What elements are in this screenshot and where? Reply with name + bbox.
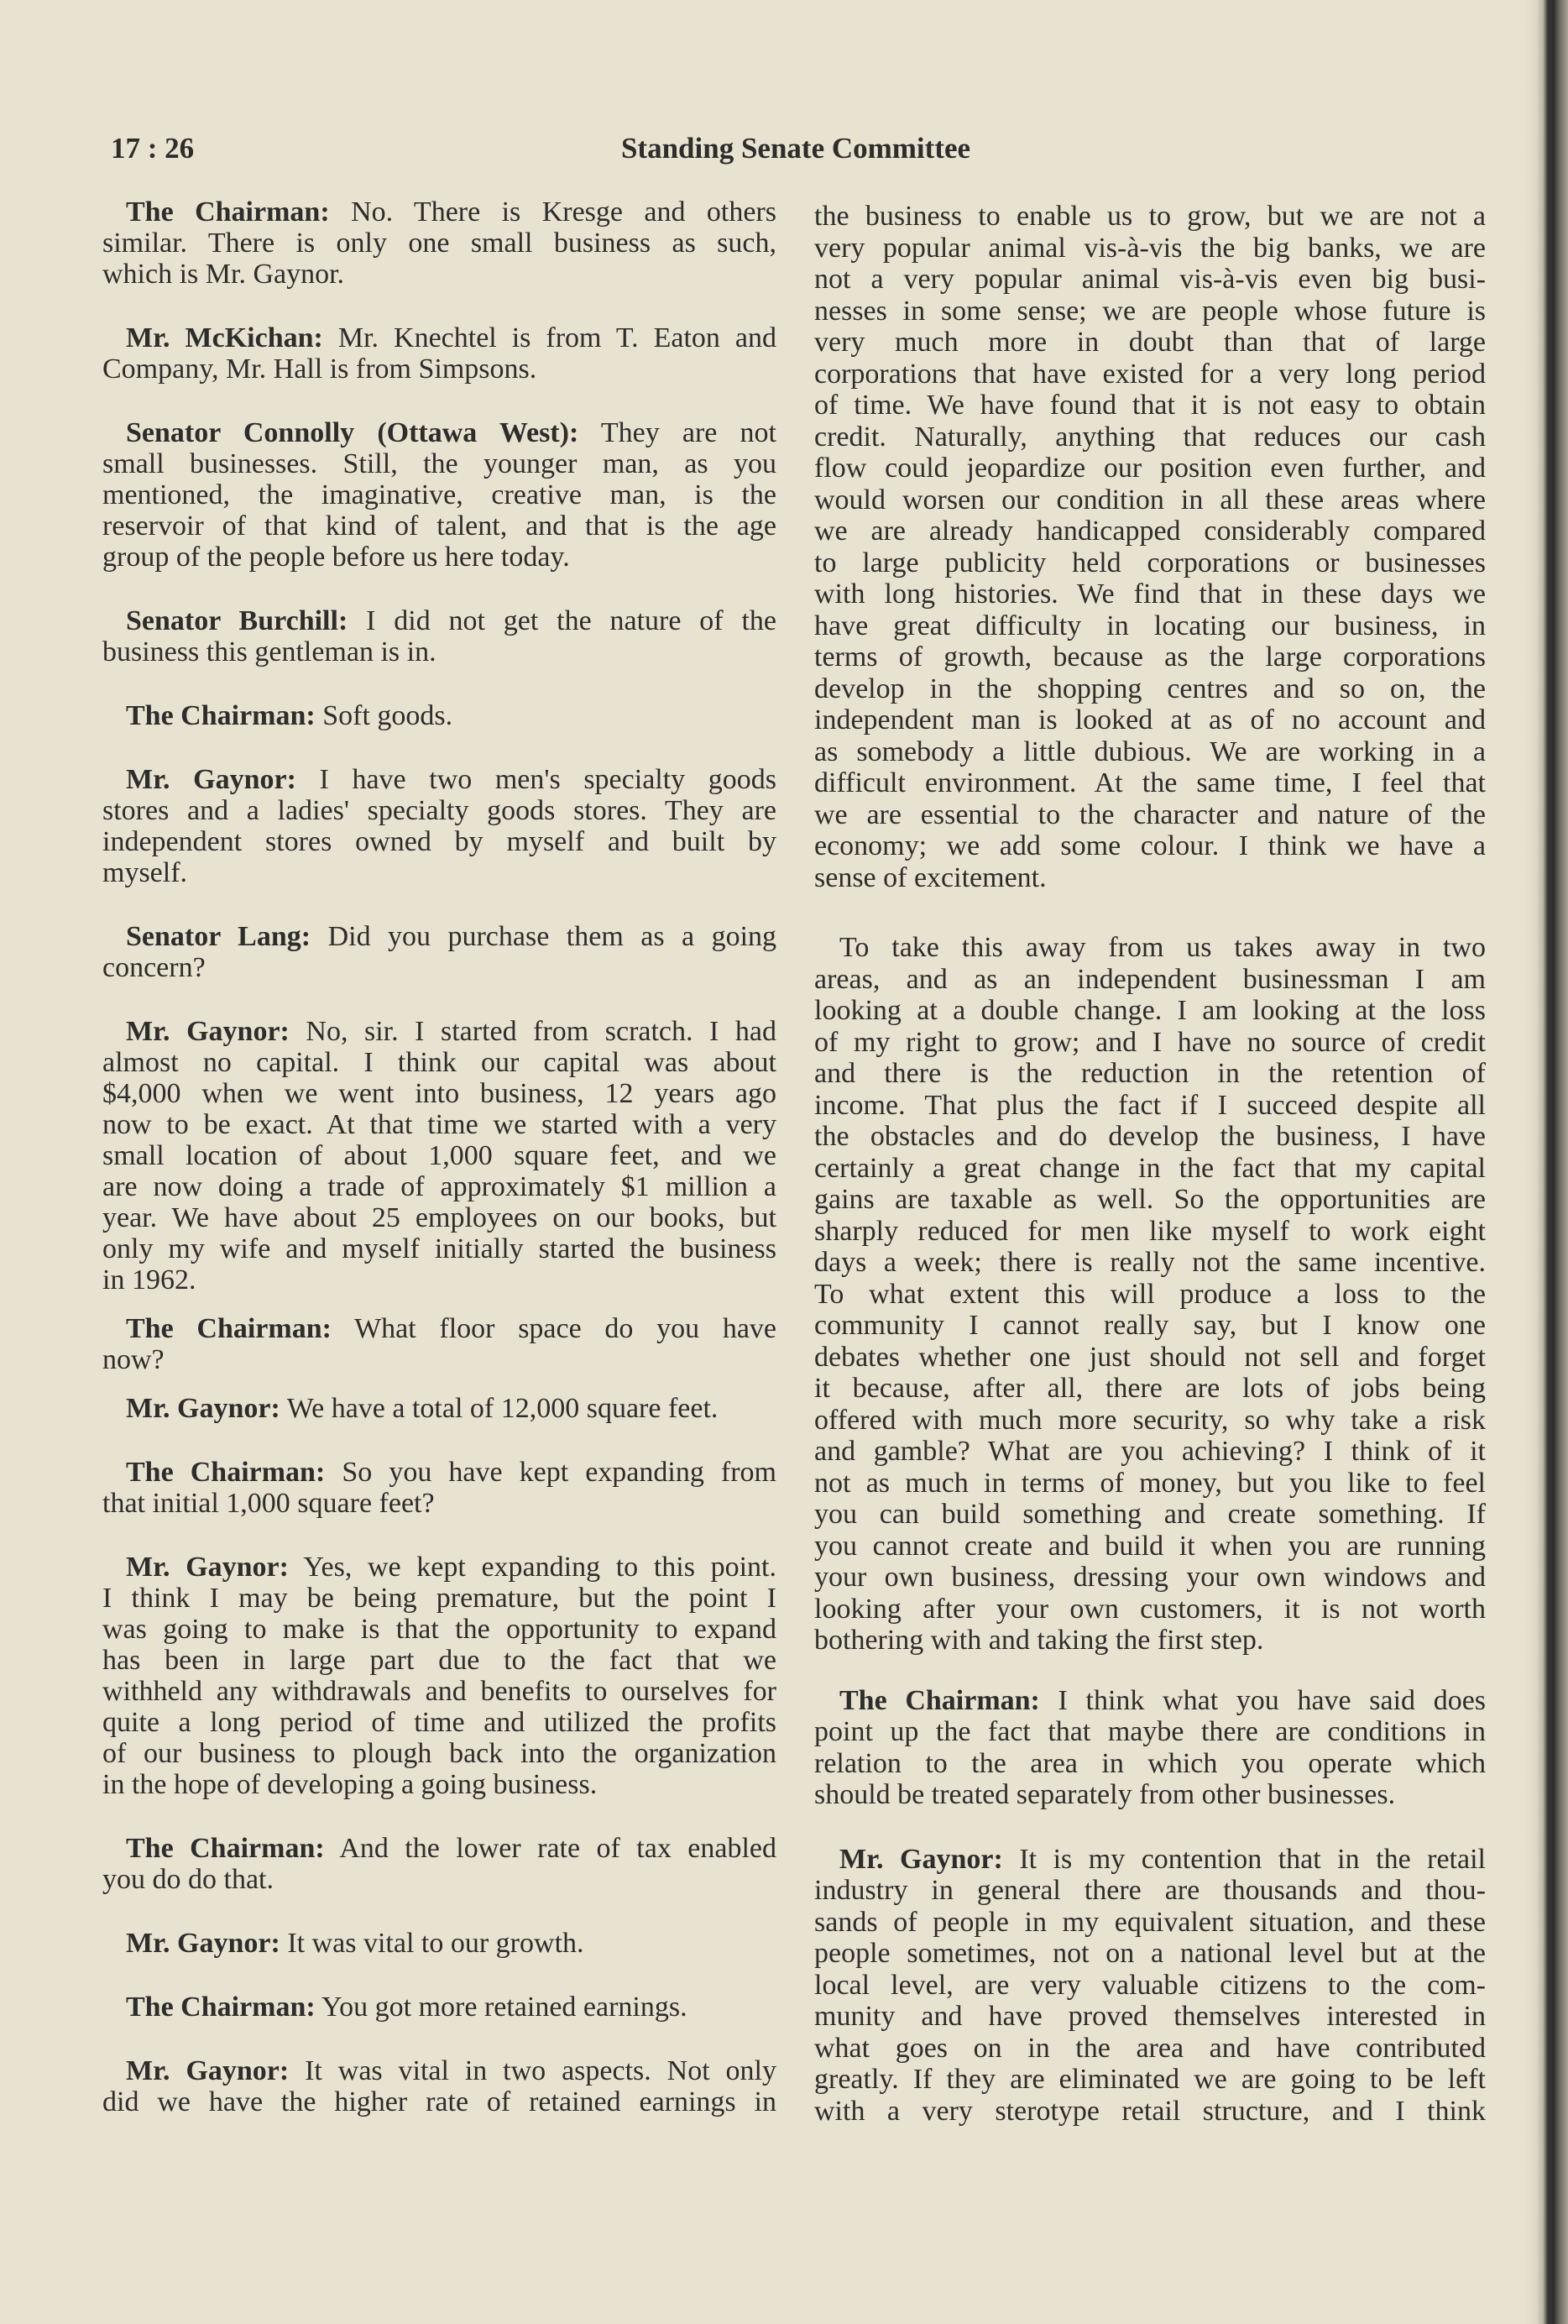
line-text: in 1962.	[102, 1264, 196, 1295]
line-text: So you have kept expanding from	[342, 1457, 776, 1488]
line-text: should be treated separately from other businesses.	[814, 1779, 1396, 1810]
line-text: was going to make is that the opportunity to expand	[102, 1614, 776, 1645]
line-text: year. We have about 25 employees on our books, but	[102, 1202, 776, 1233]
text-line	[814, 673, 1486, 705]
line-text: similar. There is only one small business as such,	[102, 228, 776, 259]
speaker-name: Senator Connolly (Ottawa West):	[126, 417, 579, 448]
line-text: I did not get the nature of the	[366, 605, 776, 636]
text-line	[814, 296, 1486, 327]
line-text: of our business to plough back into the organization	[102, 1738, 776, 1769]
text-line	[102, 1864, 776, 1895]
text-line	[814, 964, 1486, 996]
text-line	[814, 1716, 1486, 1748]
text-line	[814, 641, 1486, 673]
line-text: local level, are very valuable citizens to the com-	[814, 1969, 1486, 2001]
line-text: Mr. Knechtel is from T. Eaton and	[337, 322, 776, 353]
text-line	[814, 1436, 1486, 1468]
line-text: reservoir of that kind of talent, and that is the age	[102, 510, 776, 542]
speaker-name: Mr. Gaynor:	[839, 1843, 1003, 1875]
line-text: myself.	[102, 857, 188, 888]
line-text: And the lower rate of tax enabled	[339, 1833, 776, 1864]
page-title: Standing Senate Committee	[620, 132, 971, 165]
speaker-paragraph	[102, 1928, 776, 1959]
text-line	[814, 547, 1486, 579]
text-line	[102, 1344, 776, 1375]
text-line	[814, 484, 1486, 516]
text-line	[814, 736, 1486, 768]
text-line	[814, 1844, 1486, 1876]
text-line	[814, 799, 1486, 831]
text-line	[102, 857, 776, 888]
text-line	[814, 1907, 1486, 1939]
text-line	[814, 1373, 1486, 1405]
text-line	[814, 1216, 1486, 1248]
text-line	[102, 1992, 776, 2023]
line-text: greatly. If they are eliminated we are going to be left	[814, 2064, 1486, 2095]
line-text: you do do that.	[102, 1864, 274, 1895]
text-line	[814, 1625, 1486, 1657]
text-line	[814, 1247, 1486, 1279]
line-text: we are already handicapped considerably compared	[814, 516, 1486, 547]
text-line	[102, 448, 776, 479]
speaker-paragraph	[102, 700, 776, 731]
speaker-name: Mr. Gaynor:	[126, 1552, 289, 1583]
page-edge-shadow	[1523, 0, 1568, 2324]
text-line	[814, 2001, 1486, 2033]
text-paragraph	[814, 201, 1486, 893]
speaker-paragraph	[102, 1313, 776, 1375]
line-text: sharply reduced for men like myself to work eight	[814, 1215, 1486, 1247]
line-text: munity and have proved themselves interested in	[814, 2001, 1486, 2032]
text-line	[102, 1313, 776, 1344]
line-text: looking after your own customers, it is not worth	[814, 1593, 1486, 1625]
text-line	[814, 2033, 1486, 2065]
speaker-paragraph	[102, 322, 776, 385]
line-text: To what extent this will produce a loss to the	[814, 1278, 1486, 1310]
line-text: Soft goods.	[322, 700, 453, 731]
text-line	[102, 1645, 776, 1676]
text-line	[814, 1970, 1486, 2002]
text-line	[814, 1468, 1486, 1500]
line-text: $4,000 when we went into business, 12 years ago	[102, 1078, 776, 1109]
left-column	[102, 196, 776, 2117]
line-text: as somebody a little dubious. We are working in a	[814, 735, 1486, 767]
line-text: with a very sterotype retail structure, and I think	[814, 2095, 1486, 2127]
line-text: sense of excitement.	[814, 861, 1047, 893]
line-text: I think what you have said does	[1058, 1684, 1487, 1716]
speaker-name: The Chairman:	[126, 1833, 325, 1864]
speaker-name: Mr. Gaynor:	[126, 1016, 290, 1047]
speaker-paragraph	[102, 196, 776, 290]
line-text: would worsen our condition in all these areas where	[814, 484, 1486, 516]
line-text: not as much in terms of money, but you like to feel	[814, 1467, 1486, 1499]
text-line	[814, 704, 1486, 736]
text-line	[814, 862, 1486, 894]
text-line	[102, 1833, 776, 1864]
line-text: very much more in doubt than that of large	[814, 327, 1486, 358]
text-line	[102, 1676, 776, 1707]
line-text: now to be exact. At that time we started with a very	[102, 1109, 776, 1140]
text-line	[814, 1342, 1486, 1374]
speaker-name: The Chairman:	[126, 1457, 326, 1488]
text-line	[102, 1016, 776, 1047]
text-line	[814, 516, 1486, 547]
line-text: now?	[102, 1344, 165, 1375]
speaker-paragraph	[102, 605, 776, 667]
line-text: To take this away from us takes away in two	[839, 932, 1486, 963]
text-line	[814, 578, 1486, 610]
line-text: certainly a great change in the fact that my capital	[814, 1152, 1486, 1184]
right-column	[814, 201, 1486, 2127]
speaker-paragraph	[814, 1685, 1486, 1811]
text-line	[814, 1499, 1486, 1531]
text-line	[102, 1583, 776, 1614]
text-line	[102, 1078, 776, 1109]
line-text: stores and a ladies' specialty goods stores. They are	[102, 795, 776, 826]
speaker-paragraph	[102, 921, 776, 983]
line-text: terms of growth, because as the large corporations	[814, 641, 1486, 673]
text-line	[814, 1027, 1486, 1059]
speaker-name: The Chairman:	[126, 1992, 316, 2023]
line-text: It is my contention that in the retail	[1019, 1843, 1486, 1875]
line-text: not a very popular animal vis-à-vis even big busi-	[814, 264, 1486, 295]
line-text: nesses in some sense; we are people whose future is	[814, 295, 1486, 327]
line-text: gains are taxable as well. So the opportunities are	[814, 1184, 1486, 1215]
line-text: which is Mr. Gaynor.	[102, 259, 345, 290]
text-line	[102, 1264, 776, 1295]
text-line	[102, 1202, 776, 1233]
text-line	[102, 353, 776, 385]
line-text: of time. We have found that it is not easy to obtain	[814, 390, 1486, 421]
text-line	[102, 2086, 776, 2117]
line-text: small location of about 1,000 square feet, and we	[102, 1140, 776, 1171]
text-line	[814, 1875, 1486, 1907]
text-line	[102, 322, 776, 353]
line-text: independent stores owned by myself and built by	[102, 826, 776, 857]
line-text: relation to the area in which you operate which	[814, 1747, 1486, 1779]
speaker-name: The Chairman:	[126, 700, 316, 731]
text-line	[102, 636, 776, 667]
text-line	[102, 1552, 776, 1583]
line-text: You got more retained earnings.	[321, 1992, 687, 2023]
text-line	[814, 1153, 1486, 1185]
line-text: very popular animal vis-à-vis the big banks, we are	[814, 232, 1486, 264]
speaker-name: The Chairman:	[126, 196, 330, 228]
speaker-name: Mr. McKichan:	[126, 322, 323, 353]
text-line	[102, 1140, 776, 1171]
text-line	[102, 1738, 776, 1769]
line-text: that initial 1,000 square feet?	[102, 1488, 435, 1519]
text-line	[814, 201, 1486, 233]
line-text: concern?	[102, 952, 206, 983]
line-text: did we have the higher rate of retained earnings in	[102, 2086, 776, 2117]
text-line	[102, 196, 776, 228]
line-text: only my wife and myself initially started the business	[102, 1233, 776, 1264]
speaker-name: Mr. Gaynor:	[126, 1393, 280, 1424]
line-text: and there is the reduction in the retention of	[814, 1058, 1486, 1089]
speaker-name: Mr. Gaynor:	[126, 2055, 290, 2086]
line-text: No, sir. I started from scratch. I had	[306, 1016, 776, 1047]
text-paragraph	[814, 932, 1486, 1657]
speaker-paragraph	[102, 2055, 776, 2117]
line-text: offered with much more security, so why take a risk	[814, 1404, 1486, 1436]
text-line	[102, 1488, 776, 1519]
line-text: of my right to grow; and I have no source of credit	[814, 1026, 1486, 1058]
line-text: debates whether one just should not sell and forget	[814, 1341, 1486, 1373]
text-line	[814, 1279, 1486, 1311]
text-line	[102, 1707, 776, 1738]
text-line	[102, 259, 776, 290]
line-text: withheld any withdrawals and benefits to ourselves for	[102, 1676, 776, 1707]
text-line	[102, 2055, 776, 2086]
text-line	[814, 2064, 1486, 2096]
text-line	[814, 1405, 1486, 1437]
text-line	[102, 542, 776, 573]
line-text: the business to enable us to grow, but we are not a	[814, 201, 1486, 232]
line-text: it because, after all, there are lots of jobs being	[814, 1373, 1486, 1404]
text-line	[102, 1457, 776, 1488]
speaker-name: Mr. Gaynor:	[126, 764, 296, 795]
speaker-name: Mr. Gaynor:	[126, 1928, 280, 1959]
line-text: days a week; there is really not the same incentive.	[814, 1247, 1486, 1278]
line-text: what goes on in the area and have contributed	[814, 2032, 1486, 2064]
text-line	[102, 921, 776, 952]
text-line	[814, 1184, 1486, 1216]
line-text: quite a long period of time and utilized the profits	[102, 1707, 776, 1738]
speaker-paragraph	[102, 764, 776, 888]
line-text: we are essential to the character and nature of the	[814, 798, 1486, 830]
line-text: your own business, dressing your own windows and	[814, 1562, 1486, 1593]
line-text: bothering with and taking the first step.	[814, 1625, 1264, 1656]
text-line	[814, 1090, 1486, 1122]
line-text: to large publicity held corporations or businesses	[814, 547, 1486, 578]
line-text: What floor space do you have	[354, 1313, 777, 1344]
speaker-name: The Chairman:	[126, 1313, 332, 1344]
speaker-paragraph	[102, 1552, 776, 1800]
line-text: you cannot create and build it when you are running	[814, 1530, 1486, 1562]
line-text: have great difficulty in locating our business, in	[814, 610, 1486, 641]
speaker-name: Senator Burchill:	[126, 605, 348, 636]
text-line	[814, 830, 1486, 862]
text-line	[814, 1685, 1486, 1717]
line-text: looking at a double change. I am looking at the loss	[814, 995, 1486, 1026]
text-line	[102, 479, 776, 510]
text-line	[102, 1047, 776, 1078]
line-text: It was vital in two aspects. Not only	[305, 2055, 776, 2086]
text-line	[102, 228, 776, 259]
line-text: Yes, we kept expanding to this point.	[303, 1552, 776, 1583]
line-text: the obstacles and do develop the business, I have	[814, 1121, 1486, 1152]
speaker-paragraph	[102, 1992, 776, 2023]
text-line	[102, 1109, 776, 1140]
line-text: develop in the shopping centres and so on, the	[814, 673, 1486, 704]
line-text: areas, and as an independent businessman I am	[814, 963, 1486, 995]
line-text: with long histories. We find that in these days we	[814, 578, 1486, 610]
speaker-name: Senator Lang:	[126, 921, 311, 952]
speaker-paragraph	[102, 1016, 776, 1295]
line-text: We have a total of 12,000 square feet.	[286, 1393, 719, 1424]
text-line	[814, 1779, 1486, 1811]
speaker-paragraph	[102, 1833, 776, 1895]
text-line	[814, 390, 1486, 421]
line-text: credit. Naturally, anything that reduces our cash	[814, 421, 1486, 453]
line-text: flow could jeopardize our position even further, and	[814, 453, 1486, 484]
text-line	[814, 1594, 1486, 1625]
speaker-paragraph	[102, 417, 776, 573]
text-line	[814, 932, 1486, 964]
text-line	[814, 233, 1486, 264]
line-text: you can build something and create something. If	[814, 1499, 1486, 1530]
text-line	[102, 1614, 776, 1645]
line-text: people sometimes, not on a national level but at the	[814, 1938, 1486, 1969]
speaker-name: The Chairman:	[839, 1684, 1040, 1716]
speaker-paragraph	[102, 1393, 776, 1424]
line-text: almost no capital. I think our capital was about	[102, 1047, 776, 1078]
line-text: small businesses. Still, the younger man, as you	[102, 448, 776, 479]
text-line	[102, 417, 776, 448]
line-text: in the hope of developing a going business.	[102, 1769, 598, 1800]
line-text: are now doing a trade of approximately $1 million a	[102, 1171, 776, 1202]
text-line	[102, 826, 776, 857]
text-line	[814, 264, 1486, 296]
line-text: Did you purchase them as a going	[327, 921, 777, 952]
line-text: and gamble? What are you achieving? I think of it	[814, 1436, 1486, 1467]
line-text: corporations that have existed for a very long period	[814, 358, 1486, 390]
text-line	[814, 1938, 1486, 1970]
text-line	[814, 2096, 1486, 2128]
text-line	[814, 1562, 1486, 1594]
speaker-paragraph	[102, 1457, 776, 1519]
line-text: has been in large part due to the fact that we	[102, 1645, 776, 1676]
text-line	[814, 1310, 1486, 1342]
text-line	[102, 510, 776, 542]
text-line	[102, 1928, 776, 1959]
line-text: sands of people in my equivalent situation, and these	[814, 1906, 1486, 1938]
line-text: community I cannot really say, but I know one	[814, 1310, 1486, 1341]
line-text: business this gentleman is in.	[102, 636, 436, 667]
text-line	[102, 1769, 776, 1800]
line-text: independent man is looked at as of no account and	[814, 704, 1486, 735]
page-number: 17 : 26	[111, 132, 195, 165]
text-line	[814, 327, 1486, 359]
text-line	[102, 952, 776, 983]
text-line	[814, 421, 1486, 453]
line-text: I have two men's specialty goods	[319, 764, 776, 795]
text-line	[102, 605, 776, 636]
line-text: No. There is Kresge and others	[351, 196, 777, 228]
line-text: Company, Mr. Hall is from Simpsons.	[102, 353, 537, 385]
speaker-paragraph	[814, 1844, 1486, 2128]
line-text: industry in general there are thousands and thou-	[814, 1875, 1486, 1906]
text-line	[102, 1393, 776, 1424]
text-line	[102, 1171, 776, 1202]
text-line	[102, 700, 776, 731]
line-text: I think I may be being premature, but the point I	[102, 1583, 776, 1614]
line-text: income. That plus the fact if I succeed despite all	[814, 1089, 1486, 1121]
text-line	[814, 767, 1486, 799]
text-line	[814, 1058, 1486, 1090]
text-line	[814, 1121, 1486, 1153]
line-text: economy; we add some colour. I think we have a	[814, 830, 1486, 861]
text-line	[102, 795, 776, 826]
text-line	[814, 1531, 1486, 1562]
line-text: It was vital to our growth.	[287, 1928, 584, 1959]
text-line	[814, 610, 1486, 642]
line-text: They are not	[600, 417, 776, 448]
text-line	[814, 1748, 1486, 1780]
text-line	[102, 764, 776, 795]
line-text: point up the fact that maybe there are conditions in	[814, 1716, 1486, 1747]
text-line	[814, 453, 1486, 484]
text-line	[814, 359, 1486, 390]
line-text: difficult environment. At the same time, I feel that	[814, 767, 1486, 798]
text-line	[102, 1233, 776, 1264]
text-line	[814, 995, 1486, 1027]
line-text: mentioned, the imaginative, creative man, is the	[102, 479, 776, 510]
line-text: group of the people before us here today.	[102, 542, 570, 573]
